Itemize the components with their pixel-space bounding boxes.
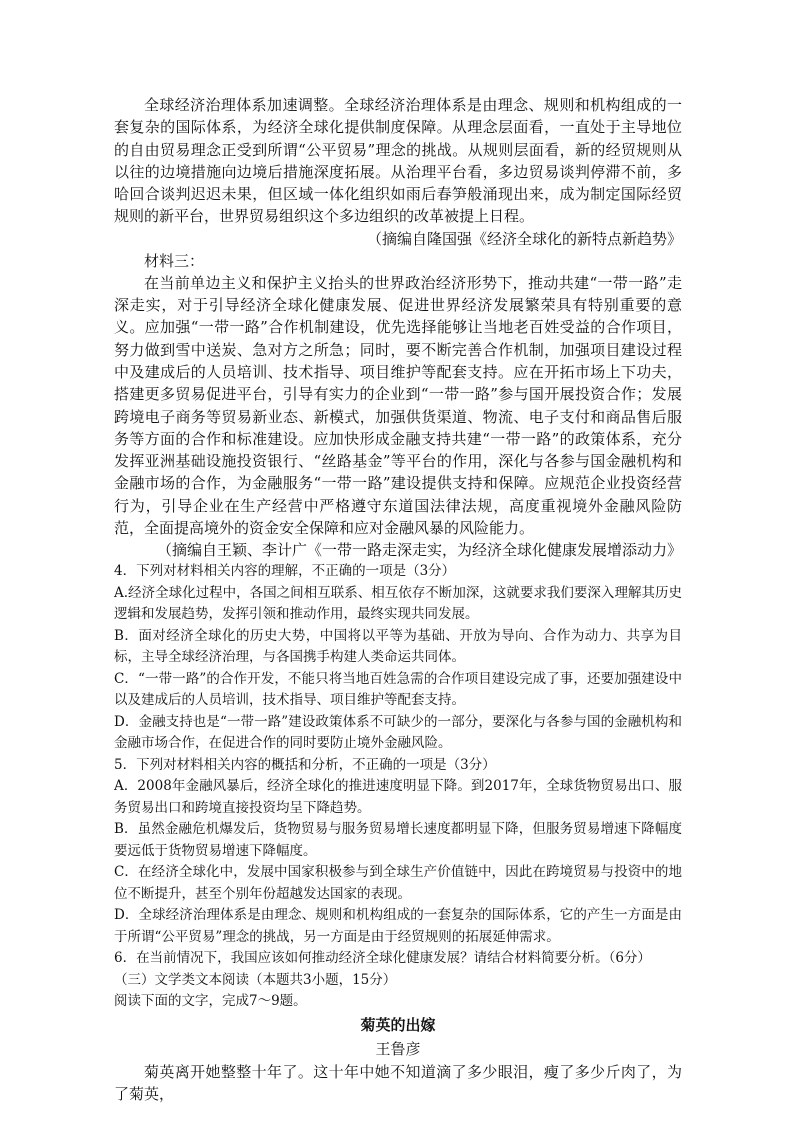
question-5-option-d: D．全球经济治理体系是由理念、规则和机构组成的一套复杂的国际体系，它的产生一方面是由于所谓“公平贸易”理念的挑战，另一方面是由于经贸规则的拓展延伸需求。 (114, 907, 682, 945)
material2-source: （摘编自隆国强《经济全球化的新特点新趋势》 (366, 229, 682, 248)
story-title: 菊英的出嫁 (360, 1015, 436, 1034)
question-4-stem: 4．下列对材料相关内容的理解，不正确的一项是（3分） (114, 563, 456, 580)
question-5-option-c: C．在经济全球化中，发展中国家积极参与到全球生产价值链中，因此在跨境贸易与投资中的地位不断提升，甚至个别年份超越发达国家的表现。 (114, 864, 682, 902)
reading-instruction: 阅读下面的文字，完成7～9题。 (114, 993, 307, 1010)
question-5-stem: 5．下列对材料相关内容的概括和分析，不正确的一项是（3分） (114, 756, 496, 773)
material3-source: （摘编自王颖、李计广《一带一路走深走实，为经济全球化健康发展增添动力》 (156, 541, 682, 560)
question-5-option-a: A．2008年金融风暴后，经济全球化的推进速度明显下降。到2017年，全球货物贸易出口、服务贸易出口和跨境直接投资均呈下降趋势。 (114, 778, 682, 816)
story-first-paragraph: 菊英离开她整整十年了。这十年中她不知道滴了多少眼泪，瘦了多少斤肉了，为了菊英， (114, 1062, 682, 1104)
question-5-option-b: B．虽然金融危机爆发后，货物贸易与服务贸易增长速度都明显下降，但服务贸易增速下降幅度要远低于货物贸易增速下降幅度。 (114, 821, 682, 859)
question-4-option-a: A.经济全球化过程中，各国之间相互联系、相互依存不断加深，这就要求我们要深入理解其历史逻辑和发展趋势，发挥引领和推动作用，最终实现共同发展。 (114, 584, 682, 623)
question-4-option-c: C．“一带一路”的合作开发，不能只将当地百姓急需的合作项目建设完成了事，还要加强建设中以及建成后的人员培训，技术指导、项目维护等配套支持。 (114, 670, 682, 709)
section-3-heading: （三）文学类文本阅读（本题共3小题，15分） (114, 971, 397, 988)
story-author: 王鲁彦 (375, 1039, 421, 1058)
text-column (114, 94, 682, 1105)
material3-label: 材料三： (144, 251, 205, 270)
question-6: 6．在当前情况下，我国应该如何推动经济全球化健康发展？请结合材料简要分析。（6分） (114, 950, 651, 967)
material2-paragraph: 全球经济治理体系加速调整。全球经济治理体系是由理念、规则和机构组成的一套复杂的国际体系，为经济全球化提供制度保障。从理念层面看，一直处于主导地位的自由贸易理念正受到所谓“公平贸易”理念的挑战。从规则层面看，新的经贸规则从以往的边境措施向边境后措施深度拓展。从治理平台看，多边贸易谈判停滞不前，多哈回合谈判迟迟未果，但区域一体化组织如雨后春笋般涌现出来，成为制定国际经贸规则的新平台，世界贸易组织这个多边组织的改革被提上日程。 (114, 96, 682, 226)
material3-paragraph: 在当前单边主义和保护主义抬头的世界政治经济形势下，推动共建“一带一路”走深走实，对于引导经济全球化健康发展、促进世界经济发展繁荣具有特别重要的意义。应加强“一带一路”合作机制建设，优先选择能够让当地老百姓受益的合作项目，努力做到雪中送炭、急对方之所急；同时，要不断完善合作机制，加强项目建设过程中及建成后的人员培训、技术指导、项目维护等配套支持。应在开拓市场上下功夫，搭建更多贸易促进平台，引导有实力的企业到“一带一路”参与国开展投资合作；发展跨境电子商务等贸易新业态、新模式，加强供货渠道、物流、电子支付和商品售后服务等方面的合作和标准建设。应加快形成金融支持共建“一带一路”的政策体系，充分发挥亚洲基础设施投资银行、“丝路基金”等平台的作用，深化与各参与国金融机构和金融市场的合作，为金融服务“一带一路”建设提供支持和保障。应规范企业投资经营行为，引导企业在生产经营中严格遵守东道国法律法规，高度重视境外金融风险防范，全面提高境外的资金安全保障和应对金融风暴的风险能力。 (114, 273, 682, 538)
question-4-option-b: B．面对经济全球化的历史大势，中国将以平等为基础、开放为导向、合作为动力、共享为目标，主导全球经济治理，与各国携手构建人类命运共同体。 (114, 627, 682, 666)
question-4-option-d: D．金融支持也是“一带一路”建设政策体系不可缺少的一部分，要深化与各参与国的金融机构和金融市场合作，在促进合作的同时要防止境外金融风险。 (114, 713, 682, 752)
